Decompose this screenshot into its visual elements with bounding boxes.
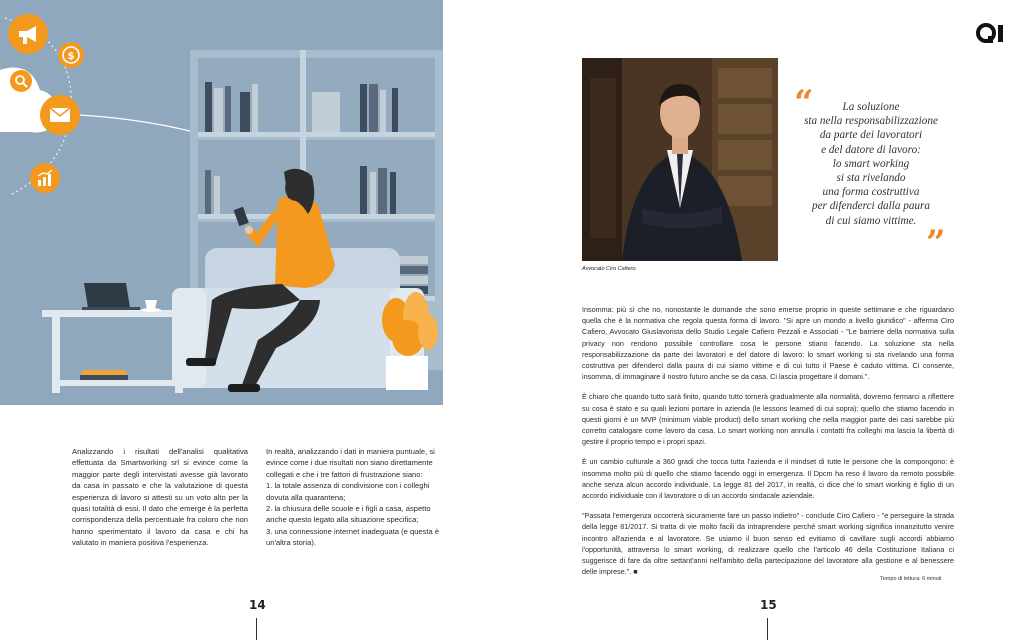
reading-time: Tempo di lettura: 6 minuti <box>880 576 942 582</box>
svg-text:$: $ <box>67 51 75 62</box>
frustration-item-3: 3. una connessione internet inadeguata (e questa è un'altra storia). <box>266 526 440 548</box>
page-rule-left <box>256 618 257 640</box>
page-rule-right <box>767 618 768 640</box>
illustration-smart-working <box>0 0 443 405</box>
pull-quote <box>796 100 946 228</box>
body-paragraph: "Passata l'emergenza occorrerà sicuramente fare un passo indietro" - conclude Ciro Cafiero - "e perseguire la strada della legge 81/2017. Si tratta di vie molto facili da intraprendere perché smart working significa innanzitutto venire incontro all'azienda e al lavoratore. Se usiamo il buon senso ed evitiamo di cavillare sugli accordi abbiamo l'opportunità, attraverso lo smart working, di realizzare quello che l'articolo 46 della Costituzione Italiana ci suggerisce di fare da oltre settant'anni nell'ambito della partecipazione del lavoratore alla gestione e al benessere delle imprese.". ■ <box>582 511 954 577</box>
article-body <box>582 304 954 586</box>
quote-line: una forma costruttiva <box>822 186 920 199</box>
chart-icon <box>30 163 60 193</box>
dollar-icon <box>58 42 84 68</box>
left-column-2 <box>266 446 444 549</box>
quote-line: di cui siamo vittime. <box>825 214 917 227</box>
left-column-1-text: Analizzando i risultati dell'analisi qualitativa effettuata da Smartworking srl si evince come la maggior parte degli intervistati avesse già lavorato da casa in passato e che la valutazione di questa esperienza di lavoro si attesti su un voto alto per la quasi totalità di essi. Il dato che emerge è la perfetta corrispondenza della percentuale fra coloro che non hanno sperimentato il lavoro da casa e chi ha valutato in maniera positiva l'esperienza. <box>72 447 248 548</box>
portrait-photo <box>582 58 778 261</box>
search-icon <box>10 70 32 92</box>
quote-line: sta nella responsabilizzazione <box>804 115 938 128</box>
quote-line: e del datore di lavoro: <box>821 143 921 156</box>
side-table <box>42 283 194 393</box>
body-paragraph: È un cambio culturale a 360 gradi che tocca tutta l'azienda e il mindset di tutte le persone che la compongono: è insomma molto più di quello che stiamo facendo oggi in emergenza. Il Dpcm ha reso il lavoro da remoto possibile anche senza alcun accordo individuale. La legge 81 del 2017, in realtà, ci dice che lo smart working è figlio di un accordo individuale con il lavoratore o di un accordo sindacale aziendale. <box>582 457 954 501</box>
megaphone-icon <box>8 14 48 54</box>
quote-line: da parte dei lavoratori <box>819 129 923 142</box>
mail-icon <box>40 95 80 135</box>
quote-line: si sta rivelando <box>836 172 906 185</box>
frustration-item-1: 1. la totale assenza di condivisione con i colleghi dovuta alla quarantena; <box>266 481 430 502</box>
quote-line: per difenderci dalla paura <box>812 200 930 213</box>
quote-line: La soluzione <box>842 101 900 113</box>
body-paragraph: È chiaro che quando tutto sarà finito, quando tutto tornerà gradualmente alla normalità, dovremo fermarci a riflettere su cosa è stato e su quali lezioni portare in azienda (le lessons learned di cui sopra): quello che stiamo facendo in questi giorni è un MVP (minimum viable product) dello smart working che nella maggior parte dei casi sarebbe più corretto catalogare come lavoro da casa. Lo smart working non annulla i contatti fra colleghi ma lascia la libertà di gestire il proprio tempo e i propri spazi. <box>582 392 954 447</box>
body-paragraph: Insomma: più sì che no, nonostante le domande che sono emerse proprio in queste settimane e che riguardano quella che è la normativa che regola questa forma di lavoro. "Si apre un mondo a livello giuridico" - afferma Ciro Cafiero, Avvocato Giuslavorista dello Studio Legale Cafiero Pezzali e Associati - "Le barriere della normativa sulla privacy non rendono possibile controllare cosa le persone stiano facendo. La soluzione sta nella responsabilizzazione da parte dei lavoratori e del datore di lavoro: lo smart working si sta rivelando una forma costruttiva per difenderci dalla paura di cui siamo vittime e di cui tutto il Paese è caduto vittima. Ci consente, insomma, di immaginare il nostro futuro anche se da casa. Ci lascia progettare il domani.". <box>582 305 954 382</box>
column-2-intro: In realtà, analizzando i dati in maniera puntuale, si evince come i due risultati non siano direttamente collegati e che i tre fattori di frustrazione siano: <box>266 447 435 479</box>
qi-logo <box>976 22 1006 44</box>
page-number-left: 14 <box>249 598 266 612</box>
frustration-item-2: 2. la chiusura delle scuole e i figli a casa, aspetto anche questo legato alla situazione specifica; <box>266 504 431 525</box>
quote-close-mark: ” <box>926 223 946 263</box>
quote-open-mark: “ <box>794 83 814 123</box>
portrait-caption: Avvocato Ciro Cafiero. <box>582 266 637 272</box>
page-number-right: 15 <box>760 598 777 612</box>
quote-line: lo smart working <box>832 157 910 170</box>
